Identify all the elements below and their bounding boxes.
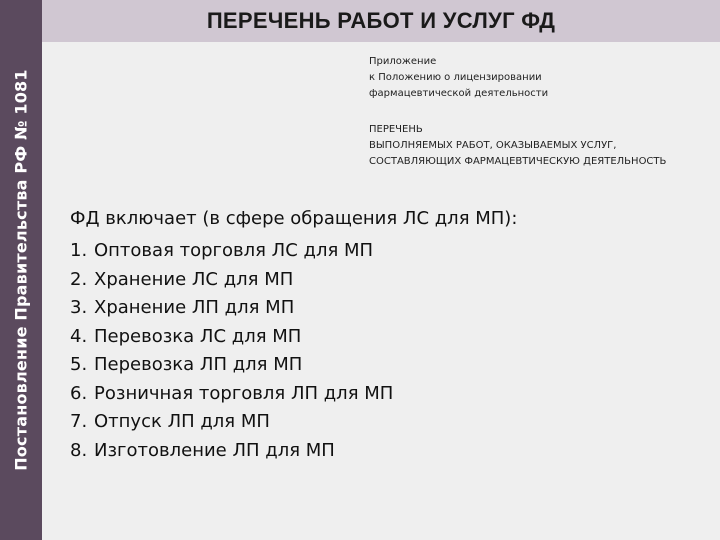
list-item-text: Розничная торговля ЛП для МП bbox=[94, 382, 394, 404]
list-item-number: 5. bbox=[70, 354, 88, 375]
appendix-line: фармацевтической деятельности bbox=[369, 88, 549, 99]
list-item-number: 7. bbox=[70, 411, 88, 432]
list-item-text: Изготовление ЛП для МП bbox=[94, 439, 335, 461]
list-item-number: 6. bbox=[70, 382, 88, 404]
intro-text: ФД включает (в сфере обращения ЛС для МП): bbox=[70, 208, 518, 229]
appendix-line: Приложение bbox=[369, 56, 437, 67]
list-item bbox=[70, 237, 393, 266]
list-title-line: СОСТАВЛЯЮЩИХ ФАРМАЦЕВТИЧЕСКУЮ ДЕЯТЕЛЬНОСТЬ bbox=[369, 156, 667, 167]
appendix-note bbox=[369, 54, 548, 102]
list-item-text: Хранение ЛС для МП bbox=[94, 268, 294, 290]
list-item bbox=[70, 266, 393, 295]
list-item-text: Перевозка ЛП для МП bbox=[94, 354, 303, 375]
list-item bbox=[70, 323, 393, 352]
list-title-line: ВЫПОЛНЯЕМЫХ РАБОТ, ОКАЗЫВАЕМЫХ УСЛУГ, bbox=[369, 140, 617, 151]
list-item bbox=[70, 294, 393, 323]
list-title-line: ПЕРЕЧЕНЬ bbox=[369, 124, 423, 135]
list-item-number: 4. bbox=[70, 325, 88, 347]
list-item bbox=[70, 437, 393, 466]
list-item-number: 1. bbox=[70, 240, 88, 261]
list-item-number: 2. bbox=[70, 268, 88, 290]
list-item bbox=[70, 351, 393, 380]
list-item bbox=[70, 380, 393, 409]
list-item bbox=[70, 408, 393, 437]
list-item-text: Перевозка ЛС для МП bbox=[94, 325, 302, 347]
list-item-number: 3. bbox=[70, 297, 88, 318]
list-title-block bbox=[369, 122, 666, 170]
list-item-text: Оптовая торговля ЛС для МП bbox=[94, 240, 374, 261]
list-item-text: Хранение ЛП для МП bbox=[94, 297, 295, 318]
page-title: ПЕРЕЧЕНЬ РАБОТ И УСЛУГ ФД bbox=[206, 8, 556, 33]
sidebar-band bbox=[0, 0, 42, 540]
list-item-number: 8. bbox=[70, 439, 88, 461]
sidebar-vertical-text: Постановление Правительства РФ № 1081 bbox=[11, 69, 31, 471]
works-list bbox=[70, 237, 393, 465]
list-item-text: Отпуск ЛП для МП bbox=[94, 411, 270, 432]
appendix-line: к Положению о лицензировании bbox=[369, 72, 542, 83]
